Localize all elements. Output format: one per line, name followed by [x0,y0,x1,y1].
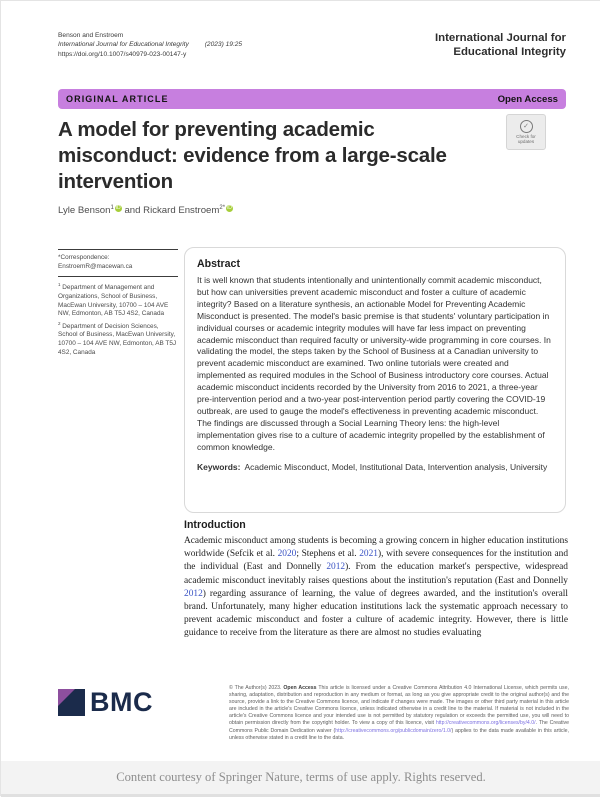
check-for-updates-label: Check for updates [516,133,536,144]
sidebar-divider [58,249,178,250]
correspondence-label: *Correspondence: [58,254,110,261]
introduction-heading: Introduction [184,519,246,531]
author-joiner: and [121,205,144,217]
journal-masthead-line2: Educational Integrity [453,46,566,58]
journal-masthead [435,31,566,59]
keywords-list: Academic Misconduct, Model, Institutional Data, Intervention analysis, University [244,461,548,472]
sidebar-divider [58,276,178,277]
article-title: A model for preventing academic misconduct: evidence from a large-scale intervention [58,118,447,193]
article-type-label: ORIGINAL ARTICLE [66,94,169,104]
citation-link[interactable]: 2012 [184,588,203,599]
keywords-label: Keywords: [197,461,241,472]
correspondence-sidebar [58,249,178,357]
orcid-icon[interactable]: iD [115,205,121,211]
bmc-logo-text: BMC [90,687,153,717]
paper-page [1,1,600,797]
author-byline [58,205,233,216]
affiliation-2: $^2$ Department of Decision Sciences, School of Business, MacEwan University, 10700 – 104 AVE NW, Edmonton, AB T5J 4S2, Canada [58,320,177,356]
journal-masthead-line1: International Journal for [434,32,566,44]
publisher-footer [58,685,569,742]
abstract-text: It is well known that students intentionally and unintentionally commit academic misconduct, but how can universities prevent academic misconduct and foster a culture of academic integrity? Based on a literature synthesis, an actionable Model for Preventing Academic Misconduct is presented. The model's basic premise is that students' voluntary participation in individual courses or academic integrity modules will have far less impact on preventing academic misconduct than required faculty or university-wide programming in core courses. In validating the model, the steps taken by the School of Business at a Canadian university to prevent academic misconduct are examined. Two online tutorials were created and implemented as required modules in the School of Business introductory core courses. Actual academic misconduct incidents recorded by the University from 2016 to 2021, a three-year pre-intervention period and a two-year post-intervention period partly covering the COVID-19 outbreak, are used to gauge the model's effectiveness in preventing academic misconduct. The findings are discussed through a Social Learning Theory lens: the high-level implementation gives rise to a culture of academic integrity propelled by the establishment of common knowledge. [197,275,551,452]
introduction-paragraph: Academic misconduct among students is becoming a growing concern in higher education institutions worldwide (Sefcik et al. 2020; Stephens et al. 2021), with severe consequences for the institution and the individual (East and Donnelly 2012). From the education market's perspective, widespread academic misconduct inevitably raises questions about the institution's reputation (East and Donnelly 2012) regarding assurance of learning, the value of degrees awarded, and the institution's overall brand. Unfortunately, many higher education institutions lack the systematic approach necessary to prevent academic misconduct and foster a culture of academic integrity. However, there is little guidance to receive from the literature as there are almost no studies evaluating [184,536,569,639]
journal-name-italic: International Journal for Educational Integrity [58,41,189,49]
citation-link[interactable]: 2020 [277,549,297,560]
springer-notice-bar [1,761,600,797]
abstract-heading: Abstract [197,258,240,270]
affiliation-1: $^1$ Department of Management and Organizations, School of Business, MacEwan University, 10700 – 104 AVE NW, Edmonton, AB T5J 4S2, Canada [58,282,169,318]
bmc-logo-icon [58,689,85,716]
journal-citation-line [58,40,242,49]
bmc-logo[interactable] [58,685,229,742]
citation-block [58,31,242,59]
crossmark-icon: ✓ [520,120,533,133]
citation-link[interactable]: 2021 [359,549,378,560]
author-1[interactable]: Lyle Benson$^1$ [58,205,114,217]
orcid-icon[interactable]: iD [227,205,232,211]
introduction-section [184,519,568,641]
check-for-updates-button[interactable] [506,114,546,150]
keywords-line [197,462,553,474]
running-authors: Benson and Enstroem [58,32,124,39]
author-2[interactable]: Rickard Enstroem$^{2*}$ [143,205,226,217]
doi-link[interactable]: https://doi.org/10.1007/s40979-023-00147-y [58,50,187,58]
springer-notice-text: Content courtesy of Springer Nature, terms of use apply. Rights reserved. [116,770,486,784]
volume-issue: (2023) 19:25 [204,41,243,49]
citation-link[interactable]: http://creativecommons.org/licenses/by/4.0/ [435,720,536,727]
citation-link[interactable]: 2012 [326,562,346,573]
abstract-box [184,247,566,513]
open-access-label[interactable]: Open Access [497,93,558,105]
article-type-banner [58,89,566,109]
license-text: © The Author(s) 2023. Open Access This article is licensed under a Creative Commons Attribution 4.0 International License, which permits use, sharing, adaptation, distribution and reproduction in any medium or format, as long as you give appropriate credit to the original author(s) and the source, provide a link to the Creative Commons licence, and indicate if changes were made. The images or other third party material in this article are included in the article's Creative Commons licence, unless indicated otherwise in a credit line to the material. If material is not included in the article's Creative Commons licence and your intended use is not permitted by statutory regulation or exceeds the permitted use, you will need to obtain permission directly from the copyright holder. To view a copy of this licence, visit http://creativecommons.org/licenses/by/4.0/. The Creative Commons Public Domain Dedication waiver (http://creativecommons.org/publicdomain/zero/1.0/) applies to the data made available in this article, unless otherwise stated in a credit line to the data. [229,685,569,741]
page-header [58,31,566,59]
correspondence-email[interactable]: EnstroemR@macewan.ca [58,262,133,270]
citation-link[interactable]: http://creativecommons.org/publicdomain/zero/1.0/ [335,727,452,734]
